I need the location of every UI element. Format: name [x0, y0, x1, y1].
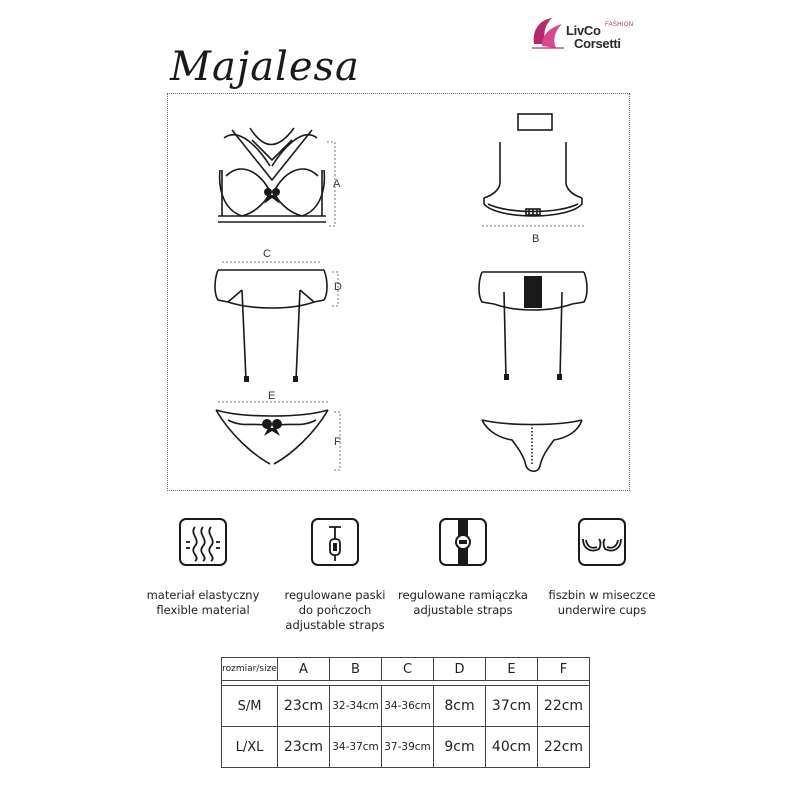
table-row: [222, 686, 590, 727]
header-cell: A: [278, 658, 330, 681]
value-cell: 34-37cm: [330, 727, 382, 768]
dimension-c-label: C: [263, 248, 271, 260]
header-cell: B: [330, 658, 382, 681]
garter-belt-front-drawing: [212, 258, 342, 388]
value-cell: 23cm: [278, 686, 330, 727]
feature-label-en: adjustable straps: [413, 603, 513, 617]
size-cell: S/M: [222, 686, 278, 727]
feature-label-en: flexible material: [156, 603, 250, 617]
value-cell: 22cm: [538, 727, 590, 768]
header-cell: E: [486, 658, 538, 681]
feature-underwire-cups: [522, 588, 682, 618]
size-cell: L/XL: [222, 727, 278, 768]
value-cell: 9cm: [434, 727, 486, 768]
brand-tagline: FASHION: [605, 22, 634, 28]
bra-front-drawing: [212, 120, 342, 230]
bra-back-drawing: [478, 112, 588, 232]
brand-name-line1: LivCo: [566, 23, 601, 38]
dimension-f-label: F: [334, 436, 341, 448]
feature-label-pl: regulowane paski: [284, 588, 386, 602]
feature-label-pl: regulowane ramiączka: [398, 588, 528, 602]
briefs-front-drawing: [212, 398, 342, 478]
value-cell: 37-39cm: [382, 727, 434, 768]
briefs-back-drawing: [478, 414, 588, 484]
dimension-e-label: E: [268, 390, 276, 402]
header-cell: F: [538, 658, 590, 681]
size-table: [221, 657, 590, 768]
value-cell: 23cm: [278, 727, 330, 768]
feature-label-en: underwire cups: [557, 603, 647, 617]
brand-logo-mark: [528, 14, 568, 54]
dimension-b-label: B: [532, 233, 540, 245]
elastic-waves-icon: [178, 517, 228, 567]
value-cell: 22cm: [538, 686, 590, 727]
value-cell: 34-36cm: [382, 686, 434, 727]
header-cell: rozmiar/size: [222, 658, 278, 681]
underwire-cups-icon: [577, 517, 627, 567]
garter-belt-back-drawing: [476, 266, 591, 386]
table-row: [222, 727, 590, 768]
adjustable-garter-icon: [310, 517, 360, 567]
value-cell: 37cm: [486, 686, 538, 727]
feature-label-en: adjustable straps: [285, 618, 385, 632]
header-cell: D: [434, 658, 486, 681]
value-cell: 40cm: [486, 727, 538, 768]
header-cell: C: [382, 658, 434, 681]
feature-label-pl-line2: do pończoch: [298, 603, 372, 617]
feature-label-pl: materiał elastyczny: [146, 588, 260, 602]
feature-label-pl: fiszbin w miseczce: [548, 588, 656, 602]
brand-logo: [528, 14, 658, 54]
dimension-d-label: D: [334, 281, 342, 293]
product-title: Majalesa: [170, 44, 360, 90]
adjustable-strap-icon: [438, 517, 488, 567]
dimension-a-label: A: [333, 178, 341, 190]
size-table-header: [222, 658, 590, 681]
brand-name-line2: Corsetti: [574, 36, 621, 51]
feature-adjustable-shoulder-straps: [383, 588, 543, 618]
value-cell: 32-34cm: [330, 686, 382, 727]
value-cell: 8cm: [434, 686, 486, 727]
